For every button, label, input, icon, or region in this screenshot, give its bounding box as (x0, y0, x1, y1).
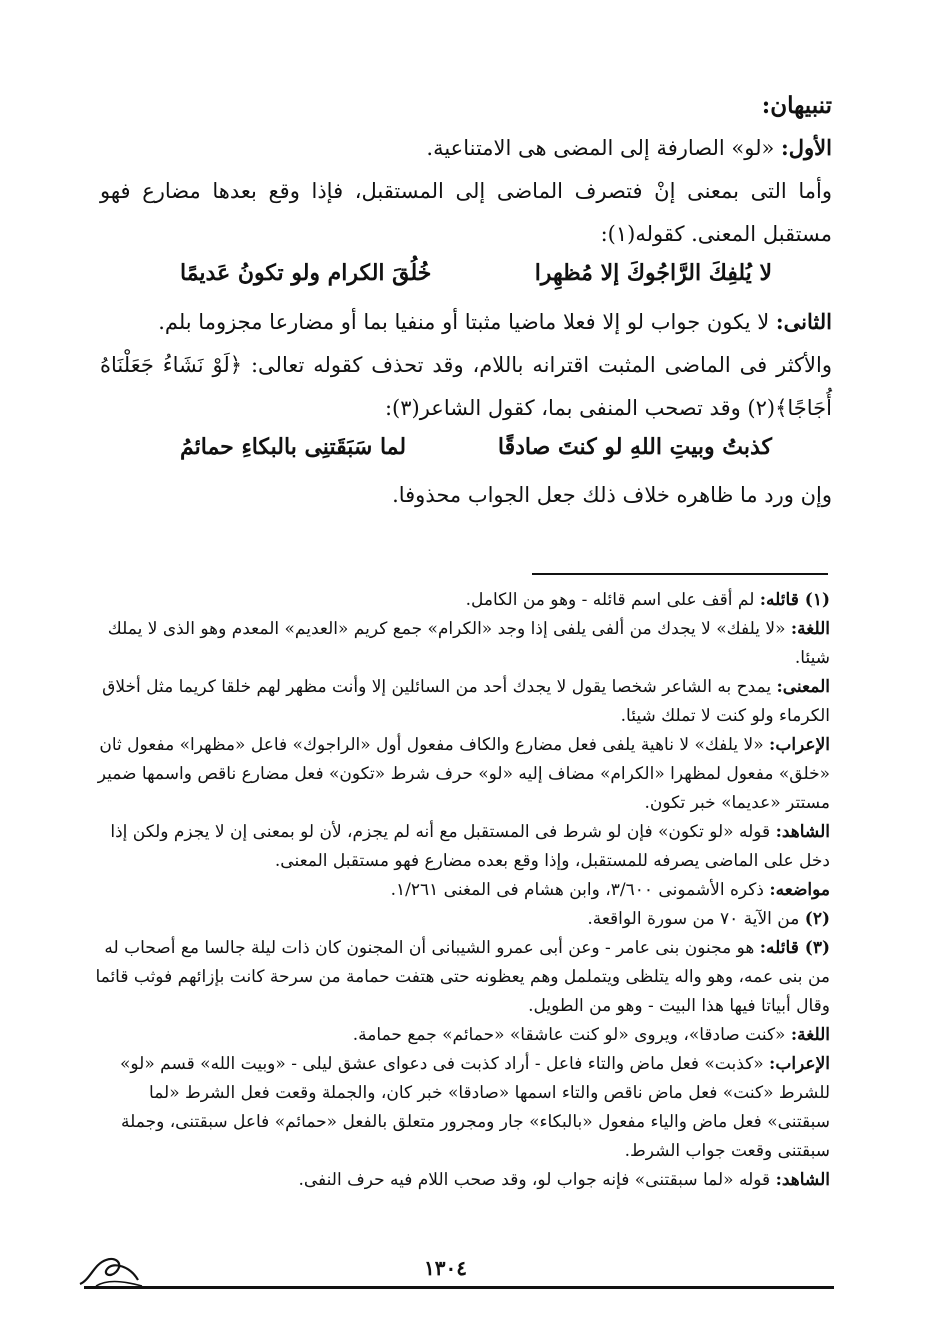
verse-1 (100, 256, 832, 300)
verse-1-hemistich-1: لا يُلفِكَ الرَّاجُوكَ إلا مُظهِرا (534, 260, 772, 286)
footnote-entry: الشاهد: قوله «لو تكون» فإن لو شرط فى المستقبل مع أنه لم يجزم، لأن لو بمعنى إن لا يجزم ولكن إذا دخل على الماضى يصرفه للمستقبل، وإذا وقع بعده مضارع فهو مستقبل المعنى. (110, 822, 830, 871)
second-note-text: لا يكون جواب لو إلا فعلا ماضيا مثبتا أو منفيا بما أو مضارعا مجزوما بلم. (158, 310, 770, 334)
footnote-entry: (٢) من الآية ٧٠ من سورة الواقعة. (587, 909, 830, 929)
second-paragraph: وأما التى بمعنى إنْ فتصرف الماضى إلى المستقبل، فإذا وقع بعدها مضارع فهو مستقبل المعنى. كقوله(١): (100, 179, 832, 246)
first-note (100, 126, 832, 170)
footnote-entry: المعنى: يمدح به الشاعر شخصا يقول لا يجدك أحد من السائلين إلا وأنت مظهر لهم خلقا كريما مثل أخلاق الكرماء ولو كنت لا تملك شيئا. (102, 677, 830, 726)
second-note (100, 300, 832, 344)
main-text (100, 86, 832, 517)
second-note-label: الثانى: (775, 309, 832, 334)
footnote-entry: الشاهد: قوله «لما سبقتنى» فإنه جواب لو، وقد صحب اللام فيه حرف النفى. (298, 1170, 830, 1190)
first-note-label: الأول: (781, 135, 832, 160)
footnote-entry: اللغة: «كنت صادقا»، ويروى «لو كنت عاشقا» «حمائم» جمع حمامة. (352, 1025, 830, 1045)
footnote-entry: الإعراب: «كذبت» فعل ماض والتاء فاعل - أراد كذبت فى دعواى عشق ليلى - «وبيت الله» قسم «لو» للشرط «كنت» فعل ماض ناقص والتاء اسمها «صادقا» خبر كان، والجملة وقعت فعل الشرط «لما سبقتنى» فعل ماض والياء مفعول «بالبكاء» جار ومجرور متعلق بالفعل «حمائم» فاعل سبقتنى، وجملة سبقتنى وقعت جواب الشرط. (120, 1054, 830, 1161)
section-heading: تنبيهان: (761, 92, 832, 119)
flourish-ornament-icon (76, 1250, 146, 1290)
page-footer (84, 1244, 834, 1294)
verse-1-hemistich-2: خُلُقَ الكرام ولو تكونُ عَديمًا (180, 260, 432, 286)
footer-rule (84, 1286, 834, 1289)
verse-2-hemistich-2: لما سَبَقَتنِى بالبكاءِ حمائمُ (180, 434, 407, 460)
footnote-entry: الإعراب: «لا يلفك» لا ناهية يلفى فعل مضارع والكاف مفعول أول «الراجوك» فاعل «مظهرا» مفعول ثان «خلق» مفعول لمظهرا «الكرام» مضاف إليه «لو» حرف شرط «تكون» فعل مضارع ناقص واسمها ضمير مستتر «عديما» خبر تكون. (97, 735, 830, 813)
verse-2-hemistich-1: كذبتُ وبيتِ اللهِ لو كنتَ صادقًا (497, 434, 772, 460)
verse-2 (100, 430, 832, 474)
footnote-entry: (١) قائله: لم أقف على اسم قائله - وهو من الكامل. (465, 590, 830, 610)
footnote-entry: اللغة: «لا يلفك» لا يجدك من ألفى يلفى إذا وجد «الكرام» جمع كريم «العديم» المعدم وهو الذى لا يملك شيئا. (107, 619, 830, 668)
page-number: ١٣٠٤ (424, 1256, 467, 1280)
footnote-entry: (٣) قائله: هو مجنون بنى عامر - وعن أبى عمرو الشيبانى أن المجنون كان ذات ليلة جالسا مع أصحاب له من بنى عمه، وهو واله يتلظى ويتململ وهم يعظونه حتى هتفت حمامة من سرحة كانت بإزائهم فوثب قائما وقال أبياتا فيها هذا البيت - وهو من الطويل. (95, 938, 830, 1016)
first-note-text: «لو» الصارفة إلى المضى هى الامتناعية. (426, 136, 775, 160)
footnote-entry: مواضعه: ذكره الأشمونى ٣/٦٠٠، وابن هشام فى المغنى ١/٢٦١. (390, 880, 830, 900)
footnote-divider (532, 573, 828, 575)
footnotes (86, 586, 830, 1195)
fourth-paragraph: وإن ورد ما ظاهره خلاف ذلك جعل الجواب محذوفا. (392, 483, 832, 507)
third-paragraph: والأكثر فى الماضى المثبت اقترانه باللام، وقد تحذف كقوله تعالى: ﴿لَوْ نَشَاءُ جَعَلْنَاهُ أُجَاجًا﴾(٢) وقد تصحب المنفى بما، كقول الشاعر(٣): (100, 353, 832, 420)
